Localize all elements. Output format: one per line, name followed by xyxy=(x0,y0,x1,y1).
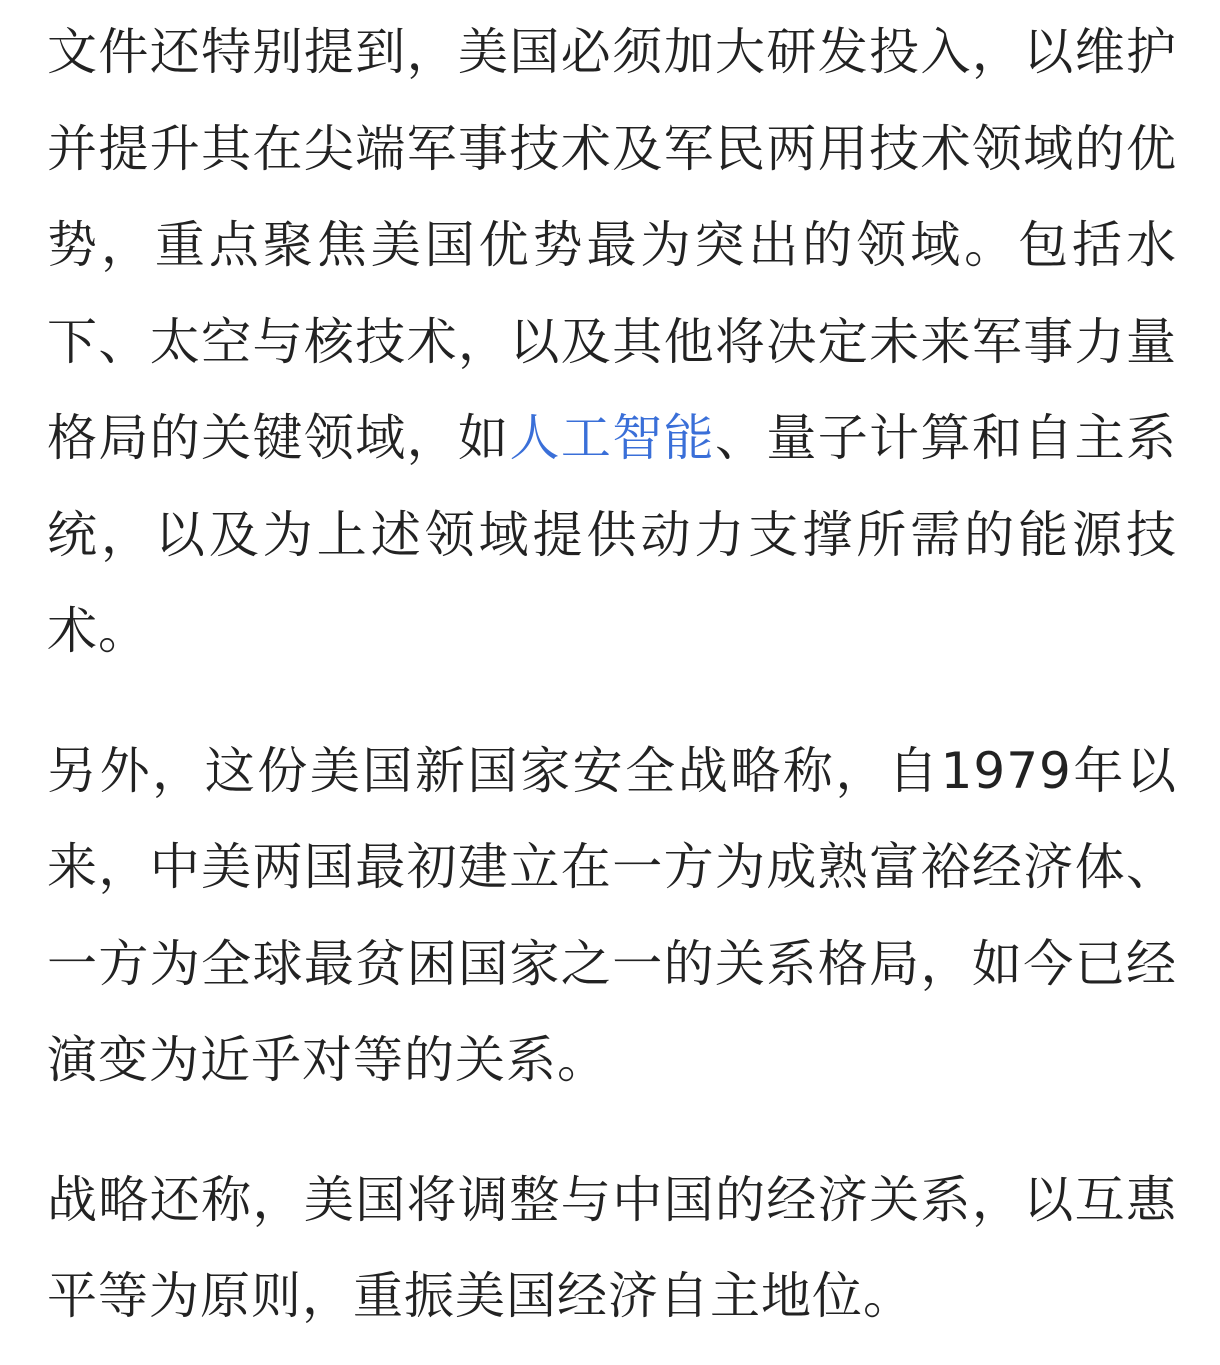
paragraph-text-before-link: 文件还特别提到，美国必须加大研发投入，以维护并提升其在尖端军事技术及军民两用技术领域的优势，重点聚焦美国优势最为突出的领域。包括水下、太空与核技术，以及其他将决定未来军事力量格局的关键领域，如 xyxy=(47,23,1177,467)
article-body xyxy=(47,4,1177,1345)
paragraph-economic-strategy: 战略还称，美国将调整与中国的经济关系，以互惠平等为原则，重振美国经济自主地位。 xyxy=(47,1170,1177,1325)
paragraph-us-china-relations: 另外，这份美国新国家安全战略称，自1979年以来，中美两国最初建立在一方为成熟富裕经济体、一方为全球最贫困国家之一的关系格局，如今已经演变为近乎对等的关系。 xyxy=(47,741,1177,1089)
paragraph-tech-priorities xyxy=(47,4,1177,680)
paragraph-text-after-link: 、量子计算和自主系统，以及为上述领域提供动力支撑所需的能源技术。 xyxy=(47,409,1178,660)
ai-keyword-link[interactable]: 人工智能 xyxy=(509,409,715,467)
